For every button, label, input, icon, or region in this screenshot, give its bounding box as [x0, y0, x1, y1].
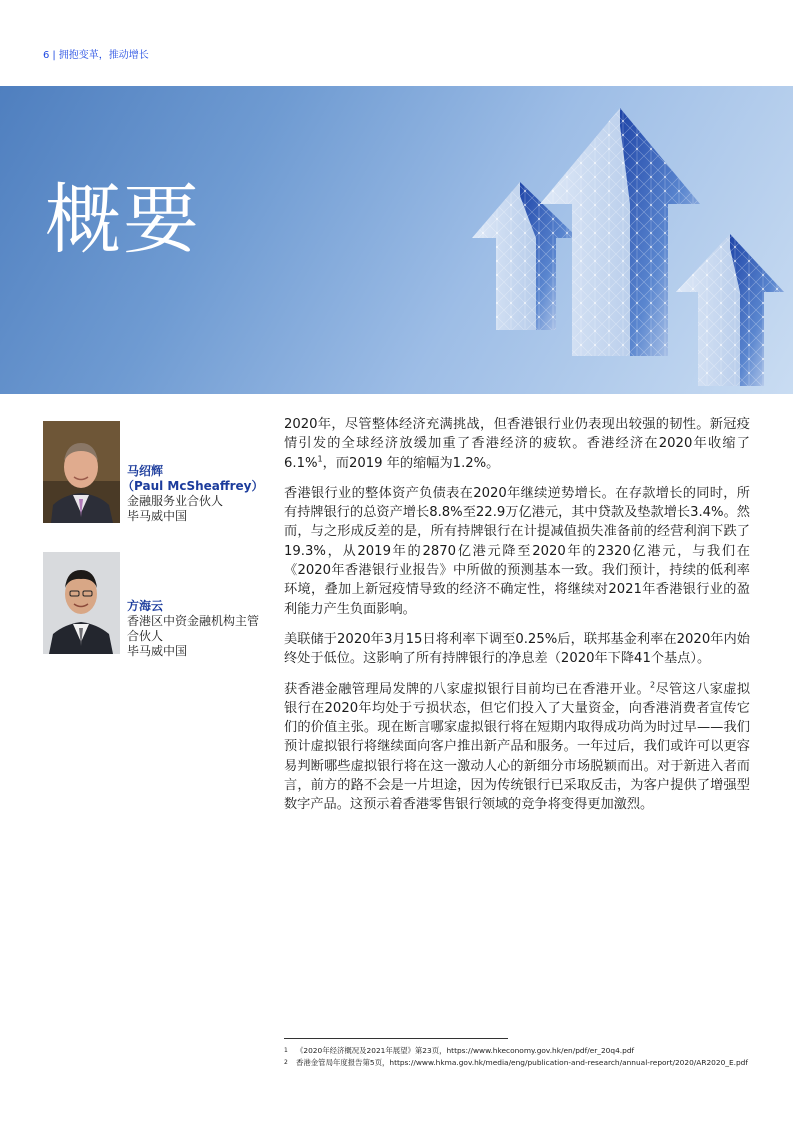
- paragraph-text: 尽管这八家虚拟银行在2020年均处于亏损状态，但它们投入了大量资金，向香港消费者宣传它们的价值主张。现在断言哪家虚拟银行将在短期内取得成功尚为时过早——我们预计虚拟银行将继续面向客户推出新产品和服务。一年过后，我们或许可以更容易判断哪些虚拟银行将在这一激动人心的新细分市场脱颖而出。对于新进入者而言，前方的路不会是一片坦途，因为传统银行已采取反击，为客户提供了增强型数字产品。这预示着香港零售银行领域的竞争将变得更加激烈。: [284, 681, 751, 813]
- paragraph-text: 获香港金融管理局发牌的八家虚拟银行目前均已在香港开业。: [284, 681, 651, 697]
- paragraph: 香港银行业的整体资产负债表在2020年继续逆势增长。在存款增长的同时，所有持牌银行的总资产增长8.8%至22.9万亿港元，其中贷款及垫款增长3.4%。然而，与之形成反差的是，所有持牌银行在计提减值损失准备前的经营利润下跌了19.3%，从2019年的2870亿港元降至2020年的2320亿港元，与我们在《2020年香港银行业报告》中所做的预测基本一致。我们预计，持续的低利率环境，叠加上新冠疫情导致的经济不确定性，将继续对2021年香港银行业的盈利能力产生负面影响。: [284, 485, 750, 617]
- avatar: [43, 552, 120, 654]
- running-header: [43, 46, 149, 61]
- footnote-ref[interactable]: 1: [317, 454, 323, 464]
- arrow-right: [676, 234, 784, 386]
- person-name: 马绍辉: [127, 464, 164, 478]
- page-number: 6: [43, 50, 50, 61]
- person-role: 香港区中资金融机构主管: [127, 614, 260, 628]
- person-name: 方海云: [127, 599, 164, 613]
- body-text: [284, 415, 750, 826]
- paragraph-text: ，而2019 年的缩幅为1.2%。: [322, 455, 500, 471]
- paragraph-text: 2020年，尽管整体经济充满挑战，但香港银行业仍表现出较强的韧性。新冠疫情引发的全球经济放缓加重了香港经济的疲软。香港经济在2020年收缩了6.1%: [284, 417, 750, 471]
- person-role-cont: 合伙人: [127, 629, 164, 643]
- paragraph: [284, 415, 750, 473]
- paragraph: 美联储于2020年3月15日将利率下调至0.25%后，联邦基金利率在2020年内始终处于低位。这影响了所有持牌银行的净息差（2020年下降41个基点）。: [284, 631, 750, 667]
- person-name-en: （Paul McSheaffrey）: [122, 479, 264, 493]
- hero-banner: [0, 86, 793, 394]
- footnote: [284, 1058, 750, 1068]
- footnote-number: 1: [284, 1047, 288, 1054]
- footnotes: [284, 1046, 750, 1070]
- paragraph: [284, 680, 750, 815]
- footnote-number: 2: [284, 1059, 288, 1066]
- footnote-text[interactable]: 香港金管局年度报告第5页，https://www.hkma.gov.hk/media/eng/publication-and-research/annual-report/2020/AR2020_E.pdf: [296, 1058, 748, 1067]
- profile-info: [127, 599, 259, 659]
- running-title: 拥抱变革，推动增长: [58, 50, 149, 61]
- footnote-text[interactable]: 《2020年经济概况及2021年展望》第23页，https://www.hkeconomy.gov.hk/en/pdf/er_20q4.pdf: [296, 1046, 635, 1055]
- page-title: 概要: [45, 175, 201, 264]
- profile-info: [122, 464, 264, 524]
- arrow-left: [472, 182, 578, 330]
- person-firm: 毕马威中国: [127, 644, 188, 658]
- avatar: [43, 421, 120, 523]
- footnote-divider: [284, 1038, 508, 1039]
- person-role: 金融服务业合伙人: [127, 494, 224, 508]
- person-firm: 毕马威中国: [127, 509, 188, 523]
- footnote: [284, 1046, 750, 1056]
- footnote-ref[interactable]: 2: [650, 680, 656, 690]
- header-separator: |: [52, 50, 56, 61]
